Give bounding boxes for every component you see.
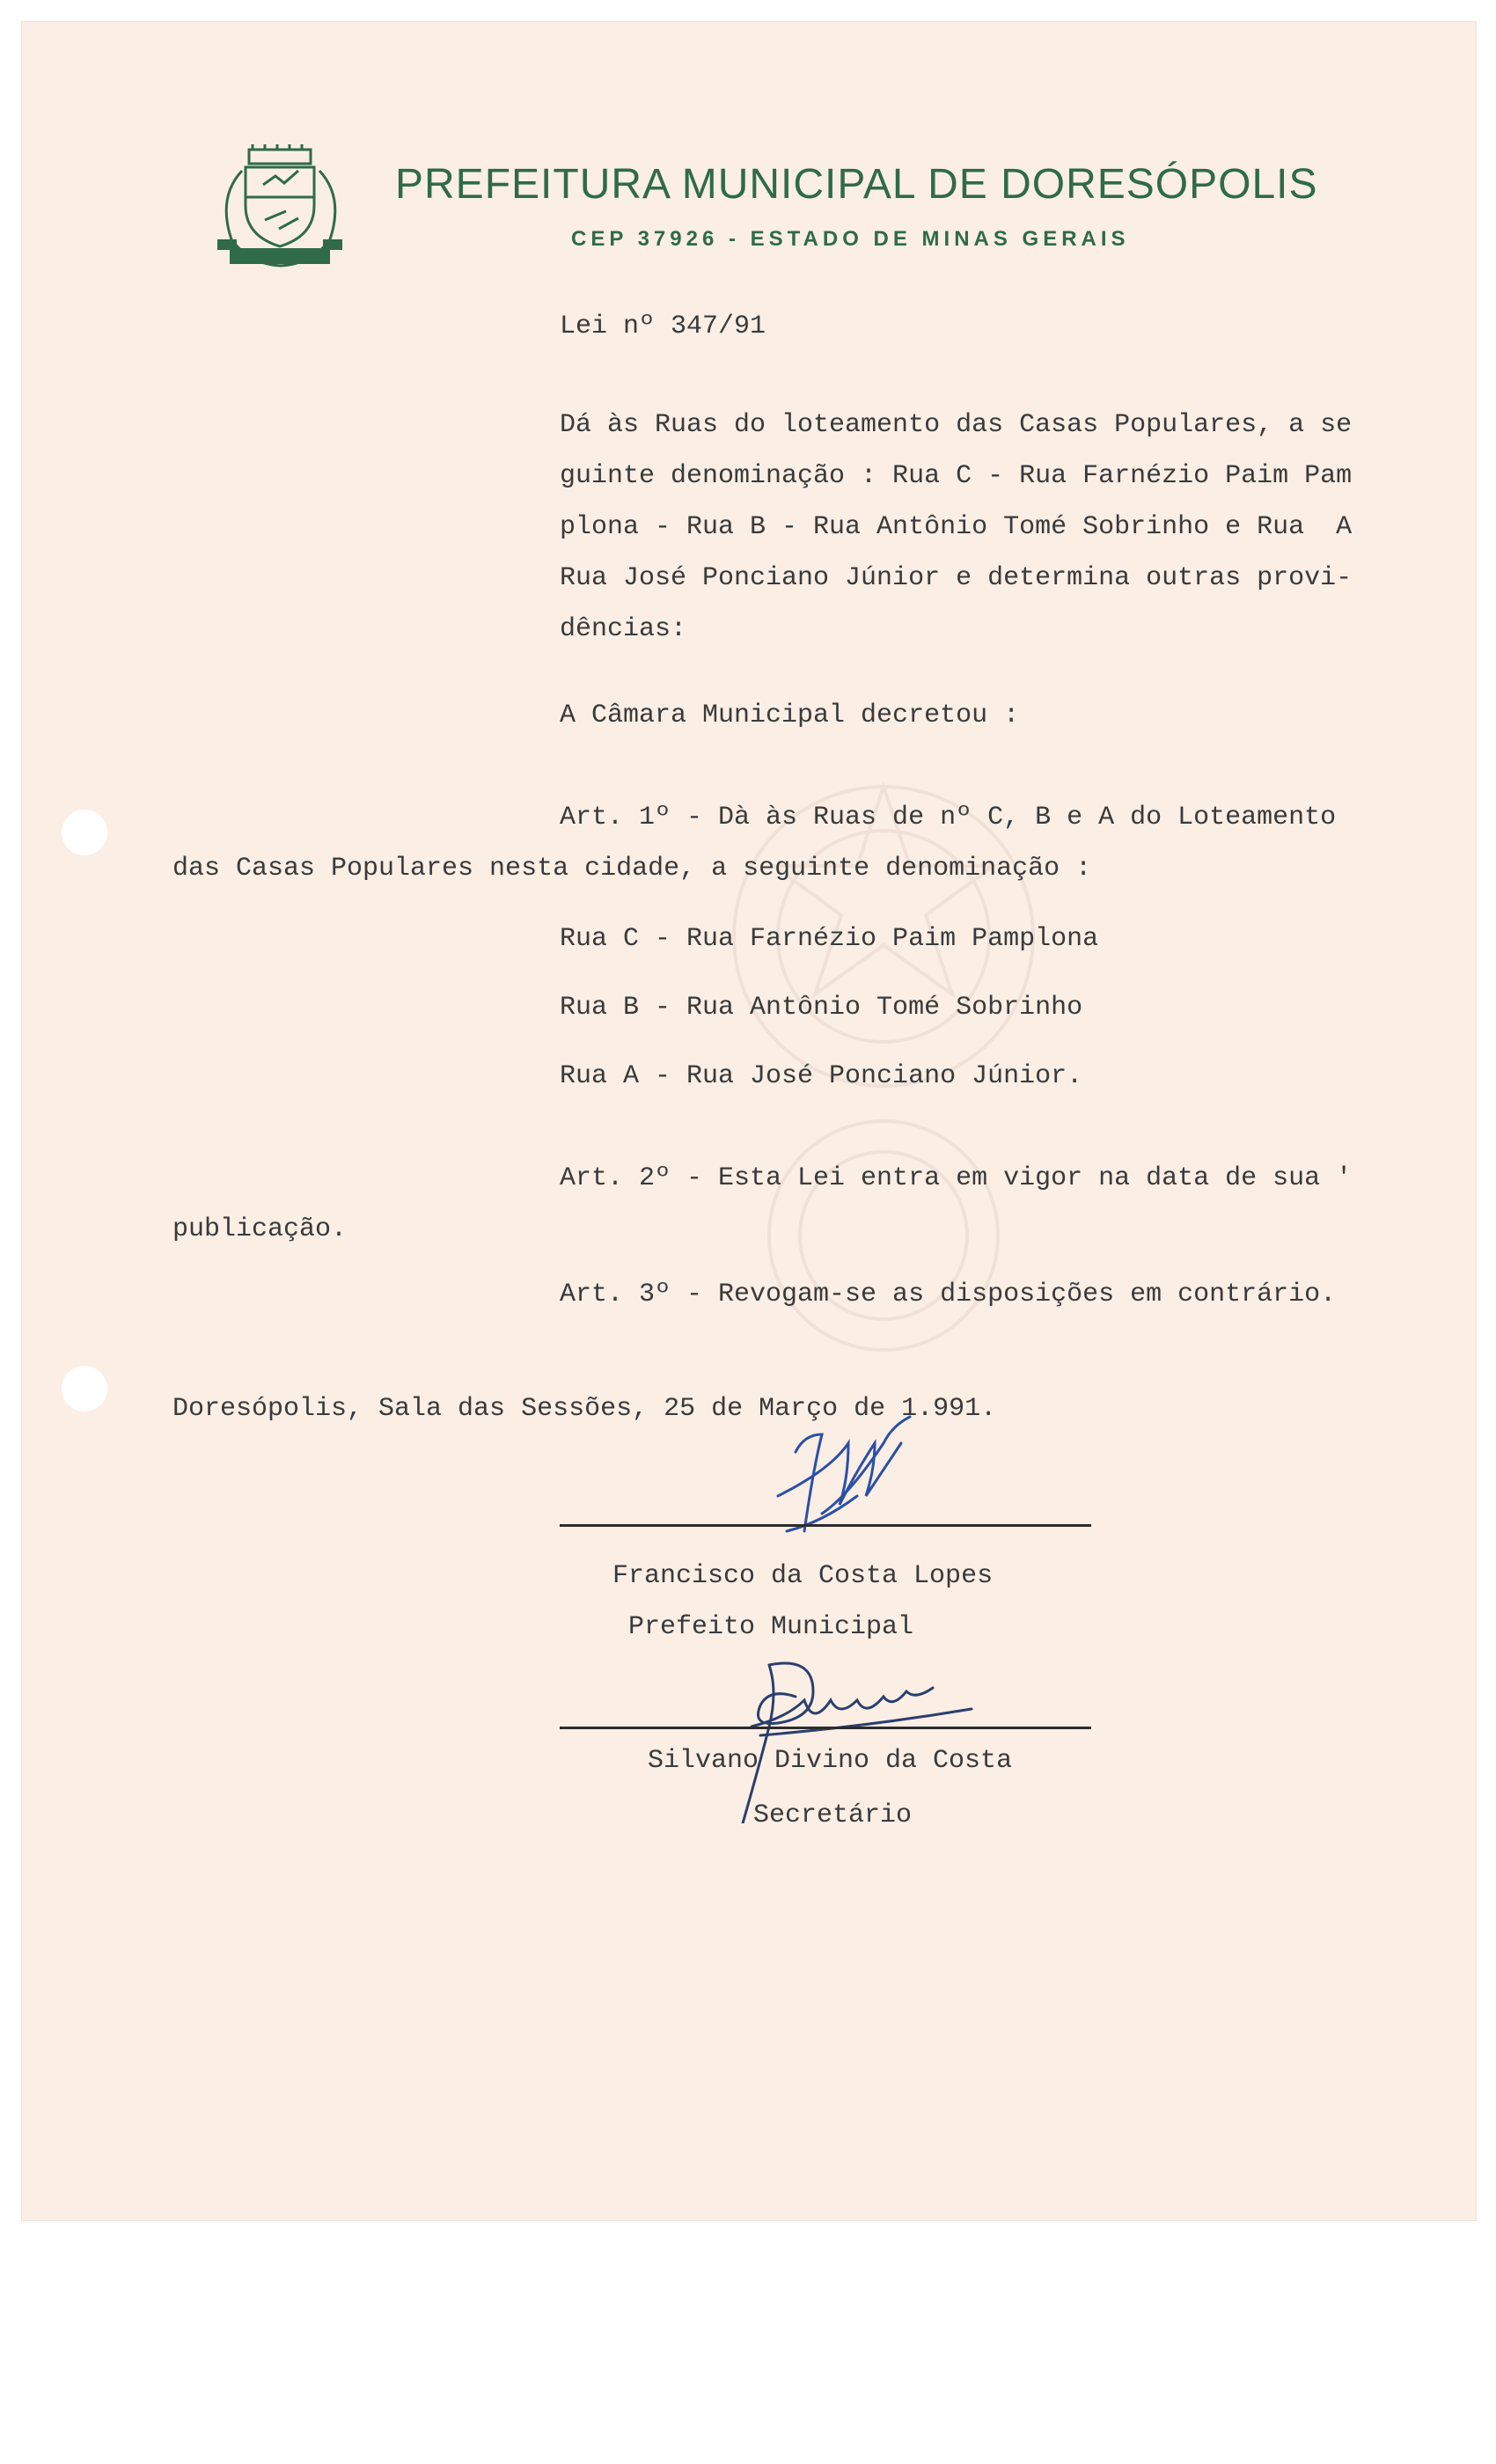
signatory-role: Secretário [753, 1800, 913, 1830]
signature-line [560, 1727, 1091, 1729]
article-2-line-2: publicação. [172, 1214, 348, 1244]
signatory-name: Silvano Divino da Costa [648, 1746, 1013, 1776]
document-page [21, 21, 1477, 2221]
mayor-signature [760, 1399, 954, 1558]
signatory-role: Prefeito Municipal [628, 1612, 914, 1642]
punch-hole [62, 1366, 107, 1412]
letterhead-subtitle: CEP 37926 - ESTADO DE MINAS GERAIS [571, 227, 1130, 251]
article-1-line-1: Art. 1º - Dà às Ruas de nº C, B e A do Loteamento [560, 803, 1337, 832]
summary-line: plona - Rua B - Rua Antônio Tomé Sobrinho e Rua A [560, 512, 1353, 542]
summary-line: Dá às Ruas do loteamento das Casas Populares, a se [560, 410, 1353, 440]
street-name: Rua C - Rua Farnézio Paim Pamplona [560, 924, 1099, 954]
article-3: Art. 3º - Revogam-se as disposições em contrário. [560, 1280, 1337, 1309]
street-name: Rua B - Rua Antônio Tomé Sobrinho [560, 993, 1083, 1023]
summary-line: dências: [560, 614, 687, 644]
street-name: Rua A - Rua José Ponciano Júnior. [560, 1061, 1083, 1091]
signature-line [560, 1524, 1091, 1527]
municipal-crest-icon [210, 144, 349, 276]
summary-line: Rua José Ponciano Júnior e determina outras provi- [560, 563, 1353, 593]
place-and-date: Doresópolis, Sala das Sessões, 25 de Março de 1.991. [172, 1394, 997, 1424]
preamble: A Câmara Municipal decretou : [560, 700, 1020, 730]
article-2-line-1: Art. 2º - Esta Lei entra em vigor na data de sua ' [560, 1163, 1353, 1193]
article-1-line-2: das Casas Populares nesta cidade, a seguinte denominação : [172, 854, 1092, 884]
law-number: Lei nº 347/91 [560, 312, 766, 341]
seal-watermark-icon [690, 743, 1077, 1359]
signatory-name: Francisco da Costa Lopes [612, 1561, 994, 1591]
summary-line: guinte denominação : Rua C - Rua Farnézio Paim Pam [560, 461, 1353, 491]
punch-hole [62, 810, 107, 855]
letterhead-title: PREFEITURA MUNICIPAL DE DORESÓPOLIS [395, 161, 1318, 208]
